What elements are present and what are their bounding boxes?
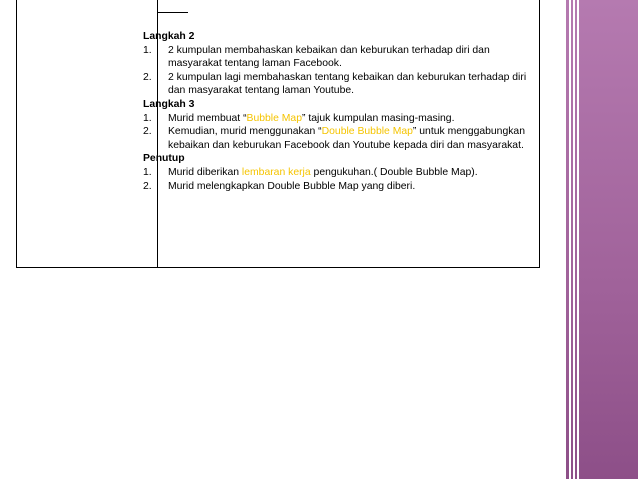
item-number: 2. [143, 71, 152, 83]
decorative-side-bar [566, 0, 638, 479]
section-heading-langkah-2: Langkah 2 [143, 31, 195, 42]
side-bar-stripe [577, 0, 579, 479]
list-item [143, 180, 528, 194]
item-text-post: ” untuk menggabungkan kebaikan dan keburukan Facebook dan Youtube kepada diri dan masyarakat. [168, 126, 525, 151]
item-number: 1. [143, 44, 152, 56]
item-text: Murid melengkapkan Double Bubble Map yang diberi. [168, 180, 416, 192]
list-item [143, 166, 528, 180]
item-text-post: ” tajuk kumpulan masing-masing. [302, 112, 455, 124]
list-item [143, 112, 528, 126]
highlight-link[interactable]: Double Bubble Map [321, 126, 413, 138]
item-text-pre: Murid diberikan [168, 166, 242, 178]
header-underline [158, 12, 188, 13]
list-item [143, 125, 528, 152]
item-text: 2 kumpulan membahaskan kebaikan dan keburukan terhadap diri dan masyarakat tentang laman Facebook. [168, 44, 490, 70]
highlight-link[interactable]: Bubble Map [246, 112, 302, 124]
side-bar-stripe [569, 0, 571, 479]
list-item [143, 44, 528, 71]
side-bar-stripe [573, 0, 575, 479]
item-text-post: pengukuhan.( Double Bubble Map). [310, 166, 478, 178]
item-number: 1. [143, 112, 152, 124]
item-text-pre: Murid membuat “ [168, 112, 247, 124]
section-heading-langkah-3: Langkah 3 [143, 98, 195, 110]
list-item [143, 71, 528, 98]
lesson-content [143, 30, 528, 193]
highlight-link[interactable]: lembaran kerja [241, 166, 311, 178]
item-text-pre: Kemudian, murid menggunakan “ [168, 126, 322, 138]
section-heading-penutup: Penutup [143, 153, 185, 165]
item-number: 2. [143, 126, 152, 138]
item-number: 2. [143, 180, 152, 192]
item-number: 1. [143, 166, 152, 178]
item-text: 2 kumpulan lagi membahaskan tentang kebaikan dan keburukan terhadap diri dan masyarakat tentang laman Youtube. [168, 71, 527, 97]
